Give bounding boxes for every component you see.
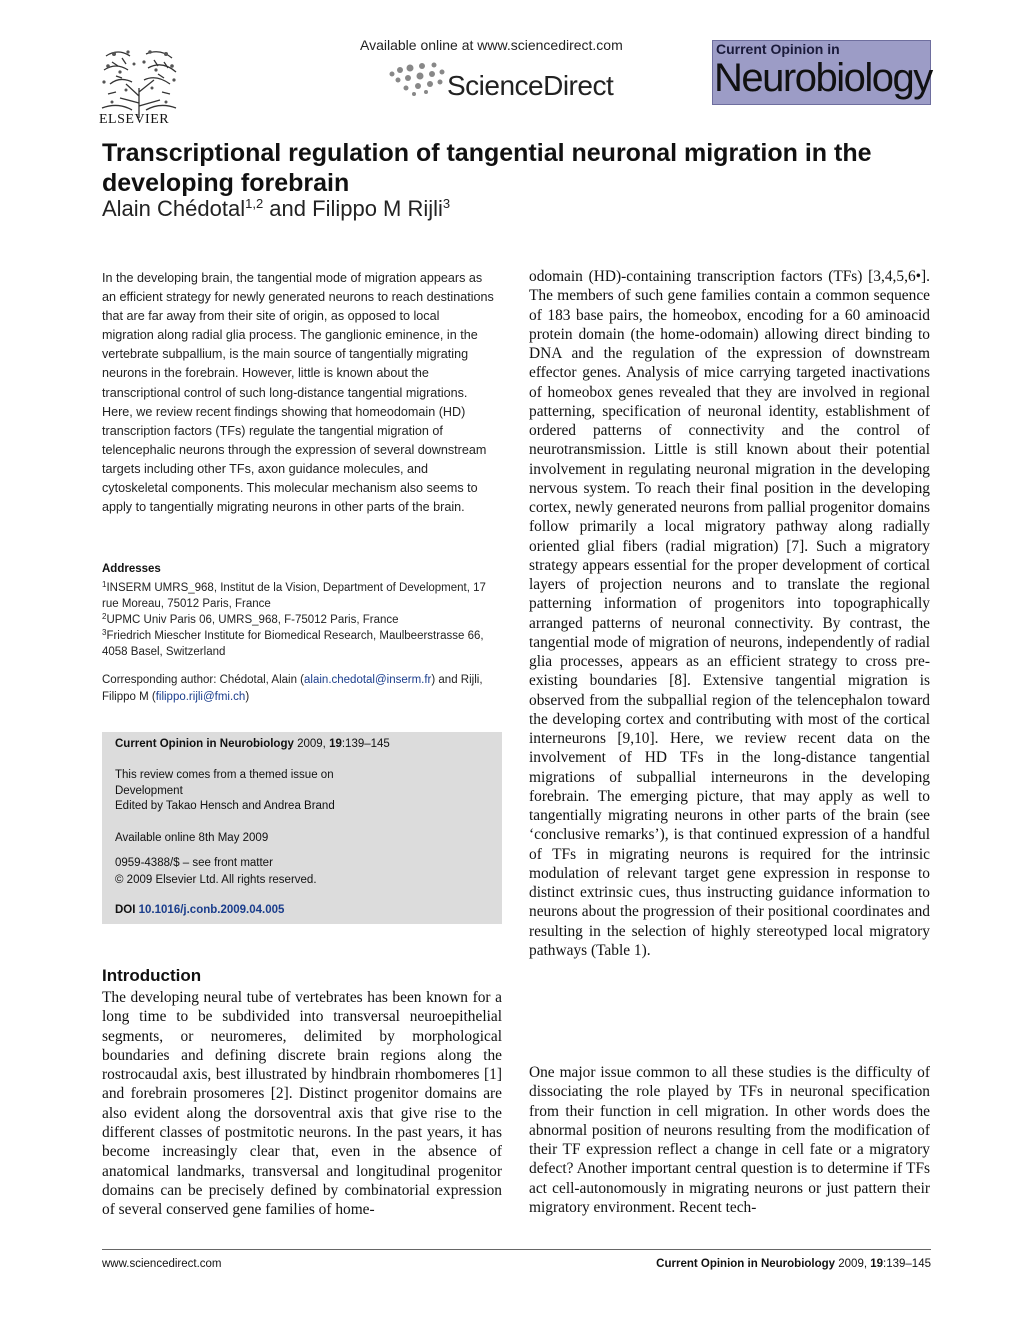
journal-logo-line2: Neurobiology bbox=[714, 56, 932, 100]
info-volume: 19 bbox=[329, 738, 342, 750]
address-text: INSERM UMRS_968, Institut de la Vision, Department of Development, 17 rue Moreau, 75012 Paris, France bbox=[102, 582, 486, 610]
info-pages: :139–145 bbox=[341, 738, 390, 750]
email-link[interactable]: filippo.rijli@fmi.ch bbox=[155, 691, 246, 703]
footer-pages: :139–145 bbox=[883, 1258, 931, 1270]
author-list bbox=[102, 196, 450, 222]
author-conjunction: and bbox=[263, 196, 313, 221]
address-number: 1 bbox=[102, 580, 107, 589]
available-online-text[interactable]: Available online at www.sciencedirect.com bbox=[360, 37, 623, 53]
author-affiliation: 3 bbox=[442, 196, 451, 211]
address-item bbox=[102, 577, 502, 612]
info-editors: Edited by Takao Hensch and Andrea Brand bbox=[115, 800, 335, 812]
author-affiliation: 1,2 bbox=[245, 196, 264, 211]
body-column-right-paragraph: One major issue common to all these studies is the difficulty of dissociating the role played by TFs in neuronal specification from their function in cell migration. In other words does the abnormal position of neurons resulting from the modification of their TF expression reflect a change in cell fate or a migratory defect? Another important central question is to determine if TFs act cell-autonomously in migrating neurons or just pattern their migratory environment. Recent tech- bbox=[529, 1064, 930, 1216]
info-journal: Current Opinion in Neurobiology bbox=[115, 738, 294, 750]
info-citation bbox=[115, 737, 390, 753]
footer-journal: Current Opinion in Neurobiology bbox=[656, 1258, 836, 1270]
info-issn: 0959-4388/$ – see front matter bbox=[115, 857, 273, 869]
info-year: 2009, bbox=[293, 738, 330, 750]
address-text: Friedrich Miescher Institute for Biomedical Research, Maulbeerstrasse 66, 4058 Basel, Switzerland bbox=[102, 630, 484, 658]
footer-citation bbox=[600, 1258, 931, 1270]
body-column-right: odomain (HD)-containing transcription factors (TFs) [3,4,5,6•]. The members of such gene families contain a common sequence of 183 base pairs, the homeobox, encoding for a 60 aminoacid protein domain (the home-odomain) allowing direct binding to DNA and the regulation of the expression of downstream effector genes. Analysis of mice carrying targeted inactivations of homeobox genes revealed that they are involved in regional patterning, specification of neuronal identity, establishment of ordered patterns of connectivity and the control of neurotransmission. Little is still known about their potential involvement in regulating neuronal migration in the developing nervous system. To reach their final position in the developing cortex, newly generated neurons from pallial progenitor domains follow primarily a local migratory pathway along radially oriented glial fibers (radial migration) [7]. Such a migratory strategy appears essential for the proper development of cortical layers of projection neurons and to translate the regional patterning information of progenitors into topographically arranged patterns of neuronal connectivity. By contrast, the tangential mode of migration of neurons, independently of radial glia processes, appears as an efficient strategy to cross pre-existing boundaries [8]. Extensive tangential migration is observed from the subpallial region of the telencephalon toward the developing cortex and contributing with most of the cortical interneurons [9,10]. Here, we review recent data on the involvement of HD TFs in the long-distance tangential migrations of subpallial interneurons in the developing forebrain. The emerging picture, that may apply as well to tangentially migrating neurons in other parts of the brain (see ‘conclusive remarks’), is that continued expression of a handful of TFs in migrating neurons is required for the intrinsic modulation of relevant target gene expression in response to distinct extrinsic cues, thus instructing guidance information to neurons about the progression of their positional coordinates and resulting in the selection of highly stereotyped local migratory pathways (Table 1). bbox=[529, 268, 930, 959]
info-copyright: © 2009 Elsevier Ltd. All rights reserved. bbox=[115, 874, 317, 886]
sciencedirect-logo-text[interactable]: ScienceDirect bbox=[447, 70, 614, 101]
addresses-heading: Addresses bbox=[102, 563, 161, 575]
footer-divider bbox=[102, 1249, 931, 1250]
corresponding-mid: ) and Rijli, Filippo M ( bbox=[102, 674, 483, 703]
address-text: UPMC Univ Paris 06, UMRS_968, F-75012 Paris, France bbox=[106, 614, 399, 626]
abstract-text: In the developing brain, the tangential mode of migration appears as an efficient strategy for newly generated neurons to reach destinations that are far away from their site of origin, as opposed to local migration along radial glia process. The ganglionic eminence, in the vertebrate subpallium, is the main source of tangentially migrating neurons in the forebrain. However, little is known about the transcriptional control of such long-distance tangential migrations. Here, we review recent findings showing that homeodomain (HD) transcription factors (TFs) regulate the tangential migration of telencephalic neurons through the expression of several downstream targets including other TFs, axon guidance molecules, and cytoskeletal components. This molecular mechanism also seems to apply to tangentially migrating neurons in other parts of the brain. bbox=[102, 271, 494, 515]
info-themed-topic: Development bbox=[115, 785, 183, 797]
address-number: 2 bbox=[102, 612, 107, 621]
article-title: Transcriptional regulation of tangential neuronal migration in the developing forebrain bbox=[102, 139, 872, 197]
doi-link[interactable]: 10.1016/j.conb.2009.04.005 bbox=[138, 904, 285, 916]
corresponding-suffix: ) bbox=[245, 691, 250, 703]
author-name: Filippo M Rijli bbox=[312, 196, 443, 221]
info-doi bbox=[115, 903, 284, 919]
journal-logo-line1: Current Opinion in bbox=[716, 41, 840, 57]
address-item bbox=[102, 625, 502, 660]
info-available: Available online 8th May 2009 bbox=[115, 832, 269, 844]
section-heading-introduction: Introduction bbox=[102, 966, 202, 985]
footer-volume: 19 bbox=[870, 1258, 884, 1270]
footer-year: 2009, bbox=[835, 1258, 871, 1270]
info-themed-issue: This review comes from a themed issue on bbox=[115, 769, 334, 781]
footer-website[interactable]: www.sciencedirect.com bbox=[102, 1258, 222, 1270]
article-info-box bbox=[102, 732, 502, 924]
email-link[interactable]: alain.chedotal@inserm.fr bbox=[304, 674, 432, 686]
body-column-left: The developing neural tube of vertebrates has been known for a long time to be subdivided into transversal neuroepithelial segments, or neuromeres, delimited by morphological boundaries and defining discrete brain regions along the rostrocaudal axis, best illustrated by hindbrain rhombomeres [1] and forebrain prosomeres [2]. Distinct progenitor domains are also evident along the dorsoventral axis that give rise to the different classes of postmitotic neurons. In the past years, it has become increasingly clear that, even in the absence of anatomical landmarks, transversal and longitudinal progenitor domains can be precisely defined by combinatorial expression of several conserved gene families of home- bbox=[102, 989, 502, 1219]
sciencedirect-dots-icon bbox=[384, 60, 454, 96]
doi-label: DOI bbox=[115, 904, 139, 916]
corresponding-prefix: Corresponding author: Chédotal, Alain ( bbox=[102, 674, 305, 686]
address-number: 3 bbox=[102, 628, 107, 637]
author-name: Alain Chédotal bbox=[102, 196, 246, 221]
publisher-name: ELSEVIER bbox=[99, 112, 170, 127]
corresponding-author bbox=[102, 672, 502, 706]
